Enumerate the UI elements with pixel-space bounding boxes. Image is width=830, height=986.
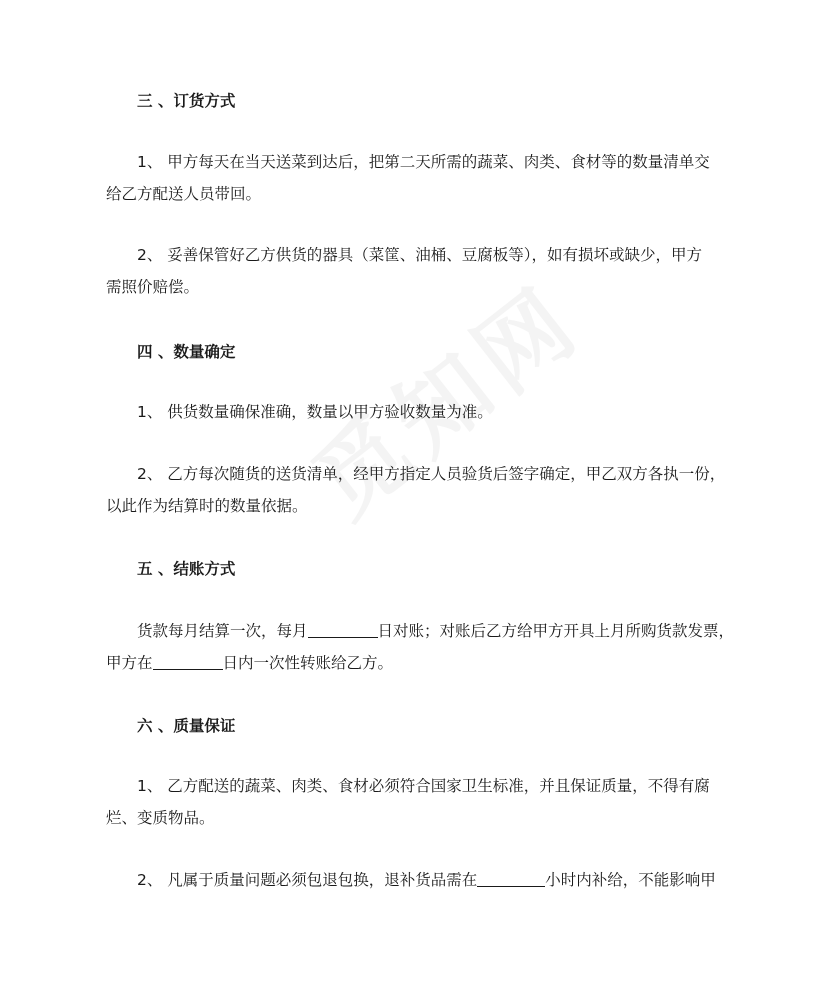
paragraph-3-2 — [106, 239, 724, 303]
paragraph-line: 1、 供货数量确保准确，数量以甲方验收数量为准。 — [137, 403, 493, 421]
paragraph-line: 给乙方配送人员带回。 — [106, 185, 262, 203]
paragraph-6-1 — [106, 770, 724, 834]
text-segment: 小时内补给，不能影响甲 — [545, 871, 716, 889]
paragraph-4-1 — [106, 396, 724, 428]
paragraph-4-2 — [106, 458, 724, 522]
text-segment: 日对账；对账后乙方给甲方开具上月所购货款发票， — [377, 622, 735, 640]
paragraph-line: 1、 乙方配送的蔬菜、肉类、食材必须符合国家卫生标准，并且保证质量，不得有腐 — [137, 777, 710, 795]
paragraph-3-1 — [106, 146, 724, 210]
paragraph-line — [106, 864, 724, 896]
paragraph-line: 1、 甲方每天在当天送菜到达后，把第二天所需的蔬菜、肉类、食材等的数量清单交 — [137, 153, 710, 171]
fill-in-blank — [477, 869, 545, 887]
text-segment: 日内一次性转账给乙方。 — [222, 654, 394, 672]
text-segment: 2、 凡属于质量问题必须包退包换，退补货品需在 — [137, 871, 478, 889]
fill-in-blank — [308, 620, 378, 638]
section-heading-5: 五 、结账方式 — [137, 560, 236, 578]
paragraph-6-2 — [106, 864, 724, 896]
paragraph-5-1 — [106, 615, 735, 679]
section-heading-6: 六 、质量保证 — [137, 717, 236, 735]
section-heading-3: 三 、订货方式 — [137, 92, 236, 110]
paragraph-line: 2、 妥善保管好乙方供货的器具（菜筐、油桶、豆腐板等），如有损坏或缺少，甲方 — [137, 246, 703, 264]
text-segment: 货款每月结算一次，每月 — [137, 622, 308, 640]
paragraph-line: 以此作为结算时的数量依据。 — [106, 497, 308, 515]
text-segment: 甲方在 — [106, 654, 153, 672]
paragraph-line: 2、 乙方每次随货的送货清单，经甲方指定人员验货后签字确定，甲乙双方各执一份， — [137, 465, 726, 483]
fill-in-blank — [153, 652, 223, 670]
paragraph-line — [106, 615, 735, 647]
section-heading-4: 四 、数量确定 — [137, 343, 236, 361]
paragraph-line — [106, 647, 724, 679]
paragraph-line: 烂、变质物品。 — [106, 809, 215, 827]
paragraph-line: 需照价赔偿。 — [106, 278, 200, 296]
